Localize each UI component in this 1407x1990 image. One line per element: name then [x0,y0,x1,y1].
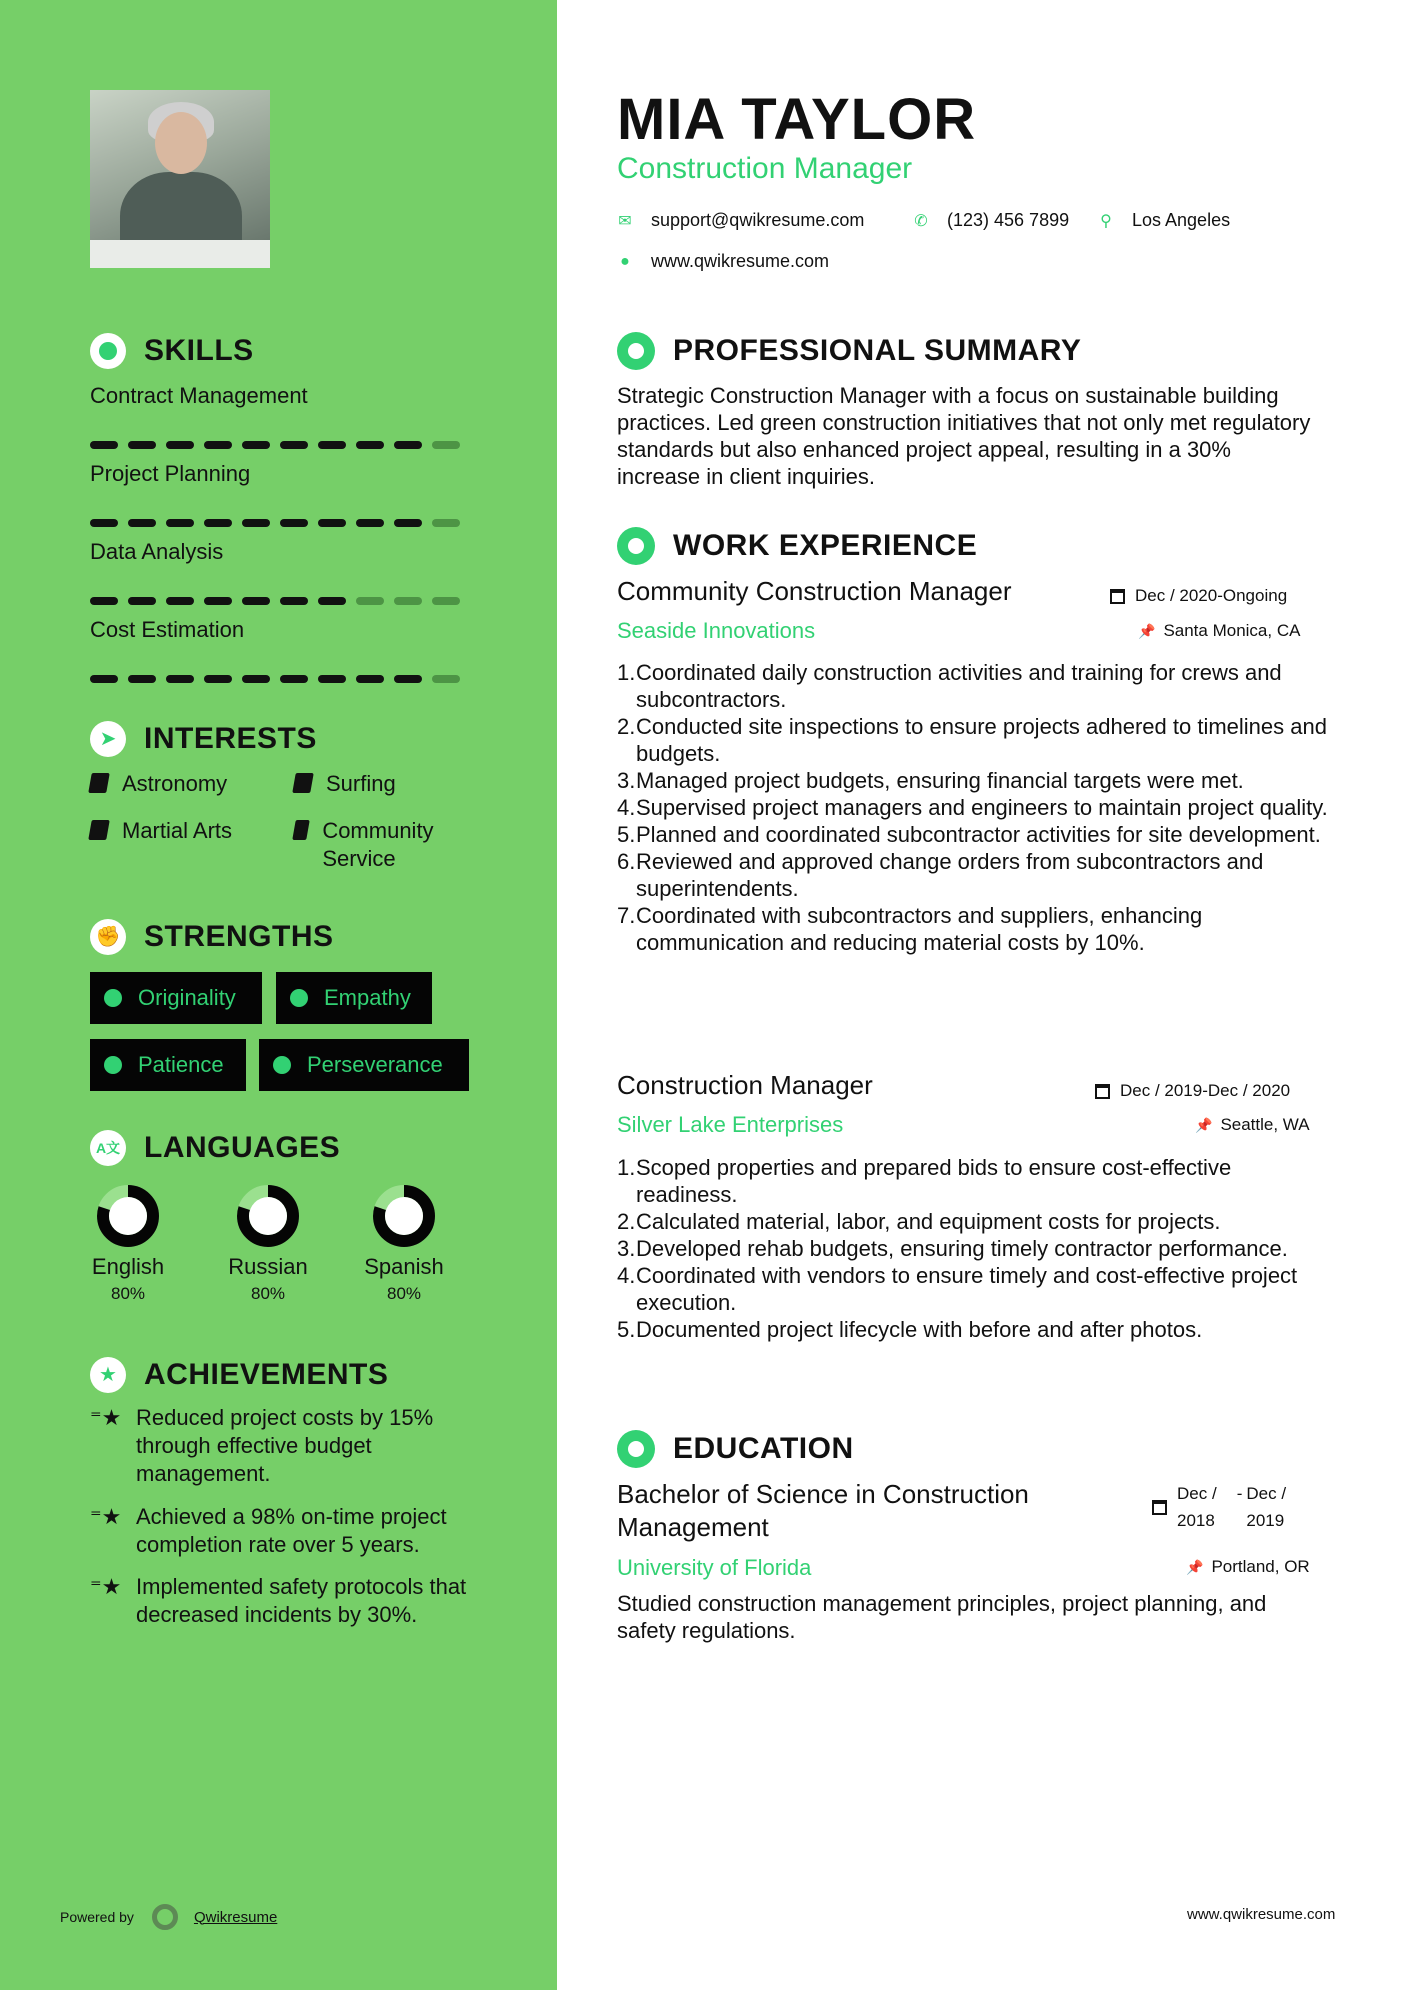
bullet-number: 1. [617,1155,636,1180]
education-date [1152,1480,1286,1534]
bullet-number: 5. [617,822,636,847]
interest-label: Astronomy [122,771,228,796]
job-bullet [617,1208,1329,1235]
job-bullet [617,1235,1329,1262]
skill-name: Contract Management [90,383,308,408]
job-date-text: Dec / 2019-Dec / 2020 [1120,1081,1291,1100]
graduate-icon [617,1430,655,1468]
languages-section-header [90,1130,340,1166]
pushpin-icon: 📌 [1195,1116,1213,1133]
language-donut-center [109,1197,147,1235]
interest-label: Surfing [326,771,396,796]
job-bullet [617,794,1329,821]
bullet-text: Coordinated with vendors to ensure timely and cost-effective project execution. [636,1263,1298,1315]
qwikresume-link[interactable]: Qwikresume [193,1908,278,1926]
skill-segment-empty [432,441,460,449]
bullet-text: Documented project lifecycle with before and after photos. [636,1317,1203,1342]
job-bullet [617,902,1329,956]
language-percent: 80% [250,1284,286,1303]
skill-item [90,539,470,605]
user-icon [617,332,655,370]
language-name: English [91,1254,165,1279]
language-name: Spanish [364,1254,444,1279]
skill-segment-filled [280,675,308,683]
skill-segment-empty [432,597,460,605]
strengths-title: STRENGTHS [144,920,334,953]
skill-segment-filled [242,519,270,527]
book-icon [292,773,314,793]
edu-end-line-1: Dec / [1246,1484,1287,1503]
bullet-number: 1. [617,660,636,685]
map-pin-icon: ⚲ [1100,212,1112,230]
language-percent: 80% [110,1284,146,1303]
skills-title: SKILLS [144,334,254,367]
job-company: Seaside Innovations [617,618,816,643]
achievement-item [90,1404,510,1488]
job-date [1095,1081,1290,1101]
achievement-item [90,1503,510,1559]
paper-plane-icon: ➤ [90,721,126,757]
language-item [218,1184,318,1304]
strength-label: Originality [138,985,236,1010]
skill-segment-filled [394,675,422,683]
job-bullet [617,659,1329,713]
job-company: Silver Lake Enterprises [617,1112,844,1137]
language-item [78,1184,178,1304]
strength-chip [90,972,262,1024]
powered-by-label: Powered by [60,1909,134,1925]
profile-photo [90,90,270,268]
calendar-icon [1110,589,1125,604]
skill-segment-filled [128,597,156,605]
strength-label: Perseverance [307,1052,443,1077]
candidate-role: Construction Manager [617,152,913,185]
skill-segment-filled [166,519,194,527]
strength-label: Empathy [324,985,411,1010]
skill-segment-filled [356,441,384,449]
skill-segment-filled [318,597,346,605]
bullet-number: 4. [617,795,636,820]
skill-segment-filled [318,675,346,683]
skill-level-bar [90,441,470,449]
skill-segment-filled [90,675,118,683]
badge-icon [290,989,308,1007]
skill-segment-filled [356,675,384,683]
office-chair-icon [617,527,655,565]
education-school: University of Florida [617,1555,812,1580]
job-bullets [617,1154,1329,1343]
star-icon: ⁼★ [90,1574,122,1599]
job-bullet [617,1154,1329,1208]
job-title: Construction Manager [617,1070,873,1100]
language-donut [236,1184,300,1248]
bullet-number: 5. [617,1317,636,1342]
degree-line-1: Bachelor of Science in Construction [617,1479,1029,1509]
skills-section-header [90,333,254,369]
edu-end-line-2: 2019 [1246,1511,1285,1530]
education-location [1186,1557,1310,1577]
footer-website[interactable]: www.qwikresume.com [1187,1906,1336,1923]
achievement-item [90,1573,510,1629]
skill-segment-filled [394,441,422,449]
experience-title: WORK EXPERIENCE [673,529,978,562]
skill-name: Cost Estimation [90,617,245,642]
skill-level-bar [90,519,470,527]
lightbulb-icon [90,333,126,369]
bullet-number: 2. [617,1209,636,1234]
achievements-section-header [90,1357,388,1393]
badge-icon [104,1056,122,1074]
degree-title [617,1478,1029,1544]
interest-item [90,770,227,798]
job-bullet [617,713,1329,767]
skill-level-bar [90,675,470,683]
skill-name: Project Planning [90,461,251,486]
skill-segment-filled [318,441,346,449]
book-icon [88,820,110,840]
job-date [1110,586,1287,606]
interest-label: Community Service [322,818,434,871]
skill-segment-empty [356,597,384,605]
website-text: www.qwikresume.com [651,251,830,271]
job-location-text: Seattle, WA [1220,1115,1310,1134]
fist-icon: ✊ [90,919,126,955]
job-bullet [617,1262,1329,1316]
skill-segment-filled [90,519,118,527]
badge-icon [273,1056,291,1074]
summary-text: Strategic Construction Manager with a focus on sustainable building practices. Led green construction initiatives that not only met regulatory standards but also enhanced project appeal, resulting in a 30% increase in client inquiries. [617,383,1311,489]
skill-segment-filled [90,597,118,605]
edu-date-sep: - [1236,1484,1243,1503]
envelope-icon: ✉ [618,212,632,230]
trophy-star-icon: ★ [90,1357,126,1393]
star-icon: ⁼★ [90,1504,122,1529]
skill-segment-empty [432,519,460,527]
skill-item [90,461,470,527]
languages-title: LANGUAGES [144,1131,341,1164]
skill-segment-filled [280,441,308,449]
bullet-text: Supervised project managers and engineers to maintain project quality. [636,795,1328,820]
skill-segment-filled [166,441,194,449]
qwikresume-logo-icon [152,1904,178,1930]
skill-segment-filled [242,441,270,449]
skill-segment-filled [166,597,194,605]
achievements-title: ACHIEVEMENTS [144,1358,389,1391]
contact-phone[interactable] [913,210,1069,231]
interest-label: Martial Arts [122,818,233,843]
job-bullets [617,659,1329,956]
skill-segment-filled [394,519,422,527]
language-donut-center [385,1197,423,1235]
job-date-text: Dec / 2020-Ongoing [1135,586,1288,605]
bullet-number: 3. [617,768,636,793]
skill-segment-empty [432,675,460,683]
strength-chip [276,972,432,1024]
skill-item [90,383,470,449]
bullet-text: Coordinated with subcontractors and suppliers, enhancing communication and reducing material costs by 10%. [636,903,1203,955]
badge-icon [104,989,122,1007]
bullet-text: Scoped properties and prepared bids to ensure cost-effective readiness. [636,1155,1232,1207]
skill-segment-filled [280,519,308,527]
interest-item [294,817,474,873]
skill-segment-filled [128,519,156,527]
strength-chip [90,1039,246,1091]
star-icon: ⁼★ [90,1405,122,1430]
job-bullet [617,848,1329,902]
strengths-section-header [90,919,334,955]
interest-item [90,817,232,845]
book-icon [88,773,110,793]
education-text: Studied construction management principles, project planning, and safety regulations. [617,1591,1267,1643]
language-donut-center [249,1197,287,1235]
sidebar [0,0,557,1990]
job-title: Community Construction Manager [617,576,1012,606]
email-text: support@qwikresume.com [651,210,865,230]
job-bullet [617,821,1329,848]
skill-segment-filled [90,441,118,449]
skill-segment-filled [204,675,232,683]
skill-item [90,617,470,683]
contact-email[interactable] [617,210,864,231]
bullet-number: 2. [617,714,636,739]
experience-section-header [617,527,977,565]
skill-segment-filled [280,597,308,605]
bullet-number: 4. [617,1263,636,1288]
language-name: Russian [228,1254,308,1279]
language-donut [96,1184,160,1248]
translate-icon: A文 [90,1130,126,1166]
skill-segment-filled [356,519,384,527]
calendar-icon [1095,1084,1110,1099]
skill-segment-filled [128,441,156,449]
bullet-text: Managed project budgets, ensuring financial targets were met. [636,768,1244,793]
bullet-text: Planned and coordinated subcontractor activities for site development. [636,822,1321,847]
degree-line-2: Management [617,1512,769,1542]
strength-label: Patience [138,1052,224,1077]
language-percent: 80% [386,1284,422,1303]
location-text: Los Angeles [1132,210,1231,230]
summary-title: PROFESSIONAL SUMMARY [673,334,1082,367]
education-section-header [617,1430,854,1468]
skill-segment-empty [394,597,422,605]
interests-section-header [90,721,317,757]
bullet-text: Coordinated daily construction activities and training for crews and subcontractors. [636,660,1282,712]
skill-segment-filled [242,597,270,605]
summary-section-header [617,332,1081,370]
skill-segment-filled [204,597,232,605]
skill-level-bar [90,597,470,605]
bullet-text: Developed rehab budgets, ensuring timely contractor performance. [636,1236,1288,1261]
skill-segment-filled [204,441,232,449]
phone-text: (123) 456 7899 [947,210,1070,230]
bullet-text: Conducted site inspections to ensure projects adhered to timelines and budgets. [636,714,1327,766]
globe-icon: ● [620,252,630,270]
candidate-name: MIA TAYLOR [617,87,977,152]
job-bullet [617,767,1329,794]
bullet-number: 7. [617,903,636,928]
strength-chip [259,1039,469,1091]
skill-segment-filled [166,675,194,683]
pushpin-icon: 📌 [1186,1558,1204,1575]
bullet-text: Calculated material, labor, and equipment costs for projects. [636,1209,1221,1234]
skill-name: Data Analysis [90,539,224,564]
language-donut [372,1184,436,1248]
book-icon [292,820,310,840]
bullet-number: 3. [617,1236,636,1261]
skill-segment-filled [318,519,346,527]
edu-start-line-2: 2018 [1177,1511,1215,1530]
bullet-text: Reviewed and approved change orders from subcontractors and superintendents. [636,849,1264,901]
achievement-text: Reduced project costs by 15% through effective budget management. [136,1405,434,1486]
contact-website[interactable] [617,251,829,272]
skill-segment-filled [128,675,156,683]
phone-icon: ✆ [914,212,928,230]
interest-item [294,770,396,798]
language-item [354,1184,454,1304]
achievement-text: Achieved a 98% on-time project completion rate over 5 years. [136,1504,447,1557]
edu-start-line-1: Dec / [1177,1484,1217,1503]
education-title: EDUCATION [673,1432,854,1465]
skill-segment-filled [204,519,232,527]
powered-by [60,1904,277,1930]
job-location [1138,621,1300,641]
job-location [1195,1115,1310,1135]
pushpin-icon: 📌 [1138,622,1156,639]
job-location-text: Santa Monica, CA [1163,621,1301,640]
bullet-number: 6. [617,849,636,874]
skill-segment-filled [242,675,270,683]
calendar-icon [1152,1500,1167,1515]
interests-title: INTERESTS [144,722,317,755]
education-location-text: Portland, OR [1211,1557,1310,1576]
contact-location [1098,210,1230,231]
achievement-text: Implemented safety protocols that decreased incidents by 30%. [136,1574,467,1627]
job-bullet [617,1316,1329,1343]
